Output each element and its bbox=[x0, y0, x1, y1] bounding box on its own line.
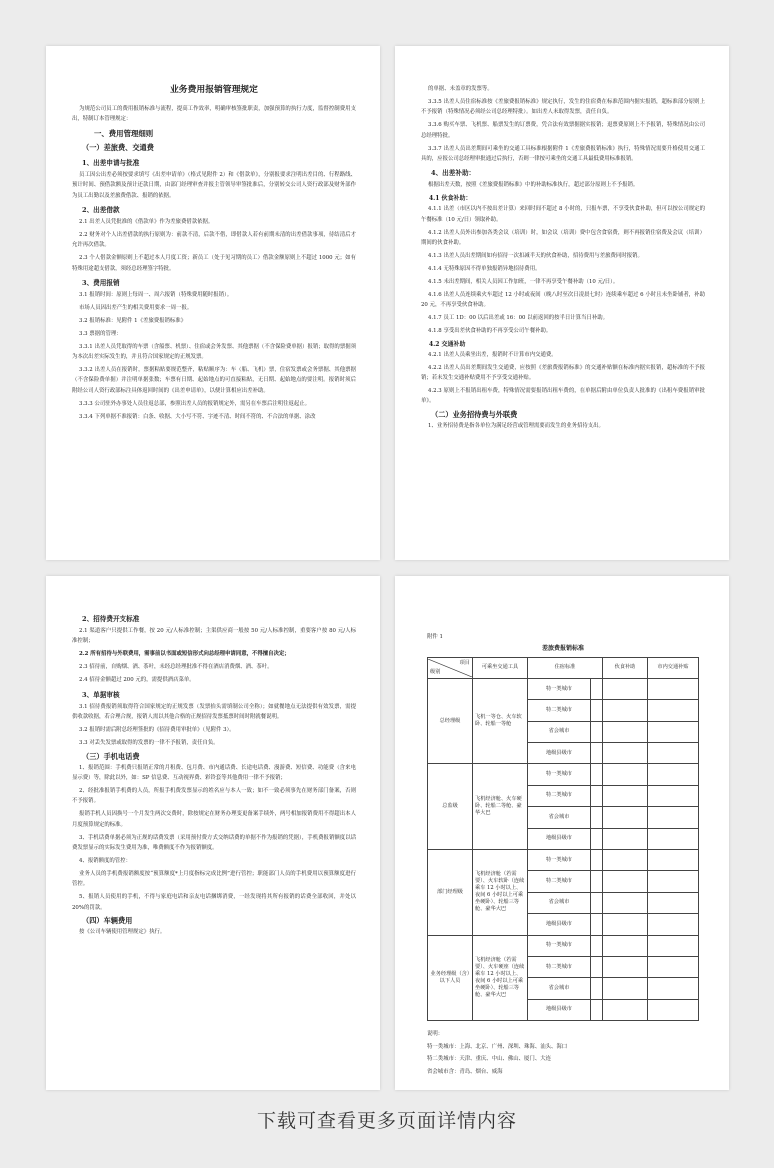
city-tier-cell: 特一类城市 bbox=[528, 935, 591, 956]
paragraph: 2.2 财务对个人出差借款的执行原则为：前款不清，后款不借，即借款人若有前期未清的出差借款事项，待结清后才允许再次借款。 bbox=[72, 231, 356, 249]
table-body bbox=[428, 678, 699, 1020]
paragraph: 1、报销范围：手机费只报销正常的月租费、包月费、市内通话费、长途电话费、漫游费、短信费、功能费（含来电显示费）等，除此以外，如：SP 信息费、互动视界费、彩铃套等其他费用一律不予报销； bbox=[72, 764, 356, 782]
paragraph: 2.3 招待前，自购烟、酒、茶叶，未经总经理批准不得在酒店消费烟、酒、茶叶。 bbox=[79, 664, 273, 671]
food-value-cell bbox=[603, 978, 648, 999]
paragraph: 4.1.7 员工 1D：00 以后出差或 16：00 以前返回的按半日计算当日补助。 bbox=[428, 314, 609, 321]
section-heading: 一、费用管理细则 bbox=[94, 128, 154, 138]
city-tier-cell: 特二类城市 bbox=[528, 956, 591, 977]
paragraph: 3.3.2 出差人员在报销时，票据粘贴要规范整齐，粘贴顺序为：车（船、飞机）票，住宿发票或会务票据、其他票据（不含保险费单据）并注明单据张数；车票有日期、起始地点的可直接粘贴，无日期、起始地点的要注明。报销时须后附经公司人资行政部标注具体返回时间的《出差申请单》，以便计算相应出差补助。 bbox=[72, 367, 356, 394]
food-value-cell bbox=[603, 678, 648, 699]
city-tier-cell: 特二类城市 bbox=[528, 700, 591, 721]
local-transport-value-cell bbox=[648, 764, 699, 785]
table-title: 差旅费报销标准 bbox=[541, 645, 584, 653]
local-transport-value-cell bbox=[648, 914, 699, 935]
food-value-cell bbox=[603, 956, 648, 977]
transport-cell: 飞机一等仓、火车软卧、轮船一等舱 bbox=[473, 678, 528, 764]
hotel-value-cell bbox=[591, 914, 603, 935]
local-transport-value-cell bbox=[648, 828, 699, 849]
hotel-value-cell bbox=[591, 956, 603, 977]
document-page-3 bbox=[46, 576, 380, 1090]
clause-heading: 3、费用报销 bbox=[82, 279, 120, 288]
table-header-row bbox=[428, 657, 699, 678]
local-transport-value-cell bbox=[648, 678, 699, 699]
subsection-heading: （三）手机电话费 bbox=[82, 751, 140, 761]
hotel-value-cell bbox=[591, 721, 603, 742]
local-transport-value-cell bbox=[648, 742, 699, 763]
hotel-value-cell bbox=[591, 678, 603, 699]
clause-heading: 4、出差补助： bbox=[431, 169, 476, 178]
hotel-value-cell bbox=[591, 978, 603, 999]
document-title: 业务费用报销管理规定 bbox=[170, 85, 258, 95]
city-tier-cell: 省会城市 bbox=[528, 892, 591, 913]
city-tier-cell: 特二类城市 bbox=[528, 785, 591, 806]
local-transport-value-cell bbox=[648, 999, 699, 1020]
sub-clause-heading: 4.1 伙食补助： bbox=[429, 195, 472, 203]
paragraph: 报销手机人员因换号一个月发生两次交费时，除按规定在财务办理变更备案手续外，两号相加报销费用不得超出本人月度预算规定的标准。 bbox=[72, 811, 356, 828]
paragraph: 2、经批准报销手机费的人员，所报手机费发票显示的姓名应与本人一致；如不一致必须事先在财务部门备案，否则不予报销。 bbox=[72, 787, 356, 805]
local-transport-value-cell bbox=[648, 956, 699, 977]
paragraph: 4.1.1 出差（市区以内不按出差计算）来回时间不超过 8 小时的，只报车票，不享受伙食补助，但可以按公司规定的午餐标准（10 元/日）领取补助。 bbox=[421, 206, 705, 223]
paragraph: 员工因公出差必须按要求填写《出差申请单》（格式见附件 2）和《借款单》，分别报要求注明出差目的、行程路线、预计时间、预借款额及预计还款日期，由部门经理审查并报主管领导审签批准后，分别转交公司人资行政部及财务部作为员工出勤以及差旅费借款、报销的依据。 bbox=[72, 171, 356, 199]
paragraph: 3.3.5 出差人员住宿标准按《差旅费报销标准》规定执行，发生的住宿费在标准范围内据实报销，超标准部分原则上不予报销（特殊情况必须经公司总经理特批）。如出差人未取得发票，责任自负。 bbox=[421, 98, 705, 116]
paragraph: 3.2 报销时需后附总经理签批的《招待费用审批单》（见附件 3）。 bbox=[79, 726, 235, 733]
paragraph: 4.2.2 出差人员出差期间发生交通费，应按照《差旅费报销标准》的交通补贴额在标准内据实报销，超标准的不予报销；若未发生交通补贴费用不予享受交通补贴。 bbox=[421, 364, 705, 382]
paragraph: 3.3.7 出差人员出差期间可乘坐的交通工具标准根据附件 1《差旅费报销标准》执行，特殊情况需要升格使用交通工具的，应报公司总经理审批通过后执行，否则一律按可乘坐的交通工具最低费用标准报销。 bbox=[421, 145, 705, 162]
document-page-1 bbox=[46, 46, 380, 560]
city-tier-cell: 地级县级市 bbox=[528, 914, 591, 935]
clause-heading: 1、出差申请与批准 bbox=[82, 158, 140, 167]
food-value-cell bbox=[603, 742, 648, 763]
local-transport-value-cell bbox=[648, 785, 699, 806]
hotel-value-cell bbox=[591, 785, 603, 806]
city-tier-cell: 特一类城市 bbox=[528, 764, 591, 785]
local-transport-value-cell bbox=[648, 721, 699, 742]
city-tier-cell: 省会城市 bbox=[528, 807, 591, 828]
paragraph: 2.1 出差人员凭批准的《借款单》作为差旅费借款依据。 bbox=[79, 219, 214, 226]
food-value-cell bbox=[603, 999, 648, 1020]
city-tier-cell: 特一类城市 bbox=[528, 849, 591, 870]
food-value-cell bbox=[603, 785, 648, 806]
hotel-value-cell bbox=[591, 871, 603, 892]
sub-clause-heading: 4.2 交通补助 bbox=[429, 340, 466, 348]
paragraph: 3.3 票据的管理： bbox=[79, 330, 122, 337]
paragraph: 3.3.4 下列单据不准报销：白条、收据、大小写不符、字迹不清、时间不符的、不合法的单据、涂改 bbox=[79, 413, 316, 420]
table-row bbox=[428, 678, 699, 699]
paragraph: 2.1 渠道客户只提供工作餐，按 20 元/人标准控制；主渠供应商一般按 50 元/人标准控制，重要客户按 80 元/人标准控制； bbox=[72, 628, 356, 645]
paragraph: 市场人员因出差产生的相关费用要求一周一报。 bbox=[79, 304, 193, 311]
paragraph: 4、报销额度的管控： bbox=[79, 857, 131, 864]
note-tier2: 特二类城市：天津、重庆、中山、佛山、厦门、大连 bbox=[427, 1056, 551, 1063]
hotel-value-cell bbox=[591, 935, 603, 956]
header-item: 项目 bbox=[459, 659, 470, 666]
paragraph: 2.3 个人借款金额原则上不超过本人月度工资；新员工（处于见习期的员工）借款金额原则上不超过 1000 元；如有特殊用途超支借款，须经总经理签字特批。 bbox=[72, 255, 356, 272]
food-value-cell bbox=[603, 721, 648, 742]
city-tier-cell: 地级县级市 bbox=[528, 742, 591, 763]
food-value-cell bbox=[603, 700, 648, 721]
paragraph: 4.1.6 出差人员连续乘火车超过 12 小时或夜间（晚八时至次日凌晨七时）连续乘车超过 6 小时且未坐卧铺者，补助 20 元，不再享受伙食补助。 bbox=[421, 291, 705, 308]
local-transport-value-cell bbox=[648, 700, 699, 721]
paragraph: 3.1 招待费报销须取得符合国家规定的正规发票（发票抬头需填制公司全称）；如就餐地点无法提供有效发票，需提供收款收据，若合理合规，报销人需以其他合格的正规招待发票抵票时间时附就餐说明。 bbox=[72, 703, 356, 720]
subsection-heading: （一）差旅费、交通费 bbox=[82, 142, 154, 152]
paragraph: 5、报销人员使用的手机，不得与家庭电话和亲友电话捆绑消费，一经发现将其所有报销的话费全部收回，并处以 20%的罚款。 bbox=[72, 894, 356, 911]
paragraph: 1、业务招待费是指各单位为满足经营或管理需要而发生的业务招待支出。 bbox=[428, 423, 604, 430]
paragraph: 业务人员的手机费报销额度按“预算额度*上月度指标完成比例”进行管控；职能部门人员的手机费用以预算额度进行管控。 bbox=[72, 870, 356, 888]
paragraph-emphasis: 2.2 所有招待与外联费用，需事前以书面或短信形式向总经理申请同意，不得擅自决定； bbox=[79, 651, 290, 658]
subsection-heading: （四）车辆费用 bbox=[82, 916, 133, 926]
note-capital: 省会城市含：青岛、烟台、威海 bbox=[427, 1068, 503, 1075]
paragraph: 4.1.8 享受出差伙食补助的不再享受公司午餐补助。 bbox=[428, 327, 552, 334]
food-value-cell bbox=[603, 935, 648, 956]
hotel-value-cell bbox=[591, 807, 603, 828]
header-hotel: 住宿标准 bbox=[528, 657, 603, 678]
table-row bbox=[428, 849, 699, 870]
food-value-cell bbox=[603, 807, 648, 828]
local-transport-value-cell bbox=[648, 871, 699, 892]
paragraph: 2.4 招待金额超过 200 元的，需提供酒店菜单。 bbox=[79, 677, 195, 684]
paragraph: 4.1.2 出差人员外出参加各类会议（培训）时，如会议（培训）费中包含食宿费，则不再报销住宿费及会议（培训）期间的伙食补助。 bbox=[421, 229, 705, 246]
annex-label: 附件 1 bbox=[427, 634, 443, 640]
header-food: 伙食补助 bbox=[603, 657, 648, 678]
city-tier-cell: 特二类城市 bbox=[528, 871, 591, 892]
hotel-value-cell bbox=[591, 764, 603, 785]
food-value-cell bbox=[603, 914, 648, 935]
hotel-value-cell bbox=[591, 742, 603, 763]
table-row bbox=[428, 935, 699, 956]
food-value-cell bbox=[603, 892, 648, 913]
paragraph: 3.3.6 购买车票、飞机票、船票发生的订票费，凭合法有效票据据实报销；退票费原则上不予报销，特殊情况由公司总经理特批。 bbox=[421, 122, 705, 139]
paragraph: 根据出差天数，按照《差旅费报销标准》中的补助标准执行，超过部分原则上不予报销。 bbox=[428, 182, 639, 189]
hotel-value-cell bbox=[591, 999, 603, 1020]
paragraph: 3、手机话费单据必须为正规的话费发票（采用预付费方式交纳话费的单据不作为报销的凭据），手机费报销额度以话费发票显示的实际发生费用为准，唯费额度不作为报销额度。 bbox=[72, 834, 356, 851]
city-tier-cell: 地级县级市 bbox=[528, 999, 591, 1020]
food-value-cell bbox=[603, 849, 648, 870]
paragraph: 4.2.1 出差人员乘坐出差，报销时不计算市内交通费。 bbox=[428, 351, 557, 358]
clause-heading: 3、单据审核 bbox=[82, 690, 120, 699]
notes-label: 说明： bbox=[427, 1031, 444, 1038]
paragraph: 4.1.4 无特殊原因不得单独报销异地招待费用。 bbox=[428, 265, 541, 272]
local-transport-value-cell bbox=[648, 849, 699, 870]
intro-paragraph: 为规范公司员工的费用报销标准与流程，提高工作效率，明确审核签批职责，加强预算的执行力度，监督控制费用支出，特制订本管理规定： bbox=[72, 106, 356, 123]
paragraph: 3.3.1 出差人员凭取得的车票（含船票、机票）、住宿或会务发票、其他票据（不含保险费单据）报销；取得的票据须为本次出差实际发生的，并且符合国家规定的正规发票。 bbox=[72, 343, 356, 361]
hotel-value-cell bbox=[591, 828, 603, 849]
table-row bbox=[428, 764, 699, 785]
header-corner-cell bbox=[428, 657, 473, 678]
header-level: 级别 bbox=[430, 668, 441, 675]
download-caption: 下载可查看更多页面详情内容 bbox=[256, 1110, 517, 1132]
local-transport-value-cell bbox=[648, 978, 699, 999]
paragraph: 4.1.5 未出差期间，相关人员因工作加班，一律不再享受午餐补助（10 元/日）。 bbox=[428, 278, 619, 285]
paragraph: 3.3.3 公司驻外办事处人员往返总部，参照出差人员的报销规定外，需另在车票后注明往返起止。 bbox=[79, 400, 311, 407]
document-page-2 bbox=[395, 46, 729, 560]
food-value-cell bbox=[603, 828, 648, 849]
city-tier-cell: 特一类城市 bbox=[528, 678, 591, 699]
food-value-cell bbox=[603, 764, 648, 785]
transport-cell: 飞机经济舱、火车硬卧、轮船二等舱、豪华大巴 bbox=[473, 764, 528, 850]
city-tier-cell: 省会城市 bbox=[528, 721, 591, 742]
level-cell: 总监级 bbox=[428, 764, 473, 850]
clause-heading: 2、出差借款 bbox=[82, 206, 120, 215]
local-transport-value-cell bbox=[648, 807, 699, 828]
paragraph: 的单据、未盖章的发票等。 bbox=[428, 86, 493, 92]
paragraph: 按《公司车辆使用管理规定》执行。 bbox=[79, 929, 166, 936]
subsection-heading: （二）业务招待费与外联费 bbox=[431, 410, 518, 420]
header-local-transport: 市内交通补贴 bbox=[648, 657, 699, 678]
city-tier-cell: 省会城市 bbox=[528, 978, 591, 999]
city-tier-cell: 地级县级市 bbox=[528, 828, 591, 849]
note-tier1: 特一类城市：上海、北京、广州、深圳、珠海、汕头、海口 bbox=[427, 1043, 568, 1050]
transport-cell: 飞机经济舱（若需要）、火车软卧（连续乘车 12 小时以上、夜间 6 小时以上可乘坐硬卧）、轮船三等舱、豪华大巴 bbox=[473, 849, 528, 935]
local-transport-value-cell bbox=[648, 935, 699, 956]
transport-cell: 飞机经济舱（若需要）、火车硬座（连续乘车 12 小时以上、夜间 6 小时以上可乘坐硬卧）、轮船三等舱、豪华大巴 bbox=[473, 935, 528, 1021]
notes bbox=[427, 1028, 699, 1078]
clause-heading: 2、招待费开支标准 bbox=[82, 615, 140, 623]
hotel-value-cell bbox=[591, 892, 603, 913]
level-cell: 业务经理级（含）以下人员 bbox=[428, 935, 473, 1021]
paragraph: 4.1.3 出差人员出差期间如有招待一次扣减半天的伙食补助，招待费用与差旅费同时报销。 bbox=[428, 252, 643, 259]
paragraph: 3.2 报销标准：见附件 1《差旅费报销标准》 bbox=[79, 317, 187, 324]
paragraph: 3.3 对丢失发票或取得的发票的一律不予报销，责任自负。 bbox=[79, 739, 219, 746]
header-transport: 可乘坐交通工具 bbox=[473, 657, 528, 678]
document-page-4 bbox=[395, 576, 729, 1090]
paragraph: 3.1 报销时间：原则上每周一、周六报销（特殊费用随时报销）。 bbox=[79, 292, 233, 299]
hotel-value-cell bbox=[591, 700, 603, 721]
level-cell: 总经理级 bbox=[428, 678, 473, 764]
level-cell: 部门经理级 bbox=[428, 849, 473, 935]
food-value-cell bbox=[603, 871, 648, 892]
local-transport-value-cell bbox=[648, 892, 699, 913]
paragraph: 4.2.3 原则上不报销出租车费，特殊情况需要报销出租车费的，在单据后附由单位负责人批准的《出租车费报销审批单》。 bbox=[421, 387, 705, 405]
hotel-value-cell bbox=[591, 849, 603, 870]
travel-standard-table bbox=[427, 657, 699, 1021]
